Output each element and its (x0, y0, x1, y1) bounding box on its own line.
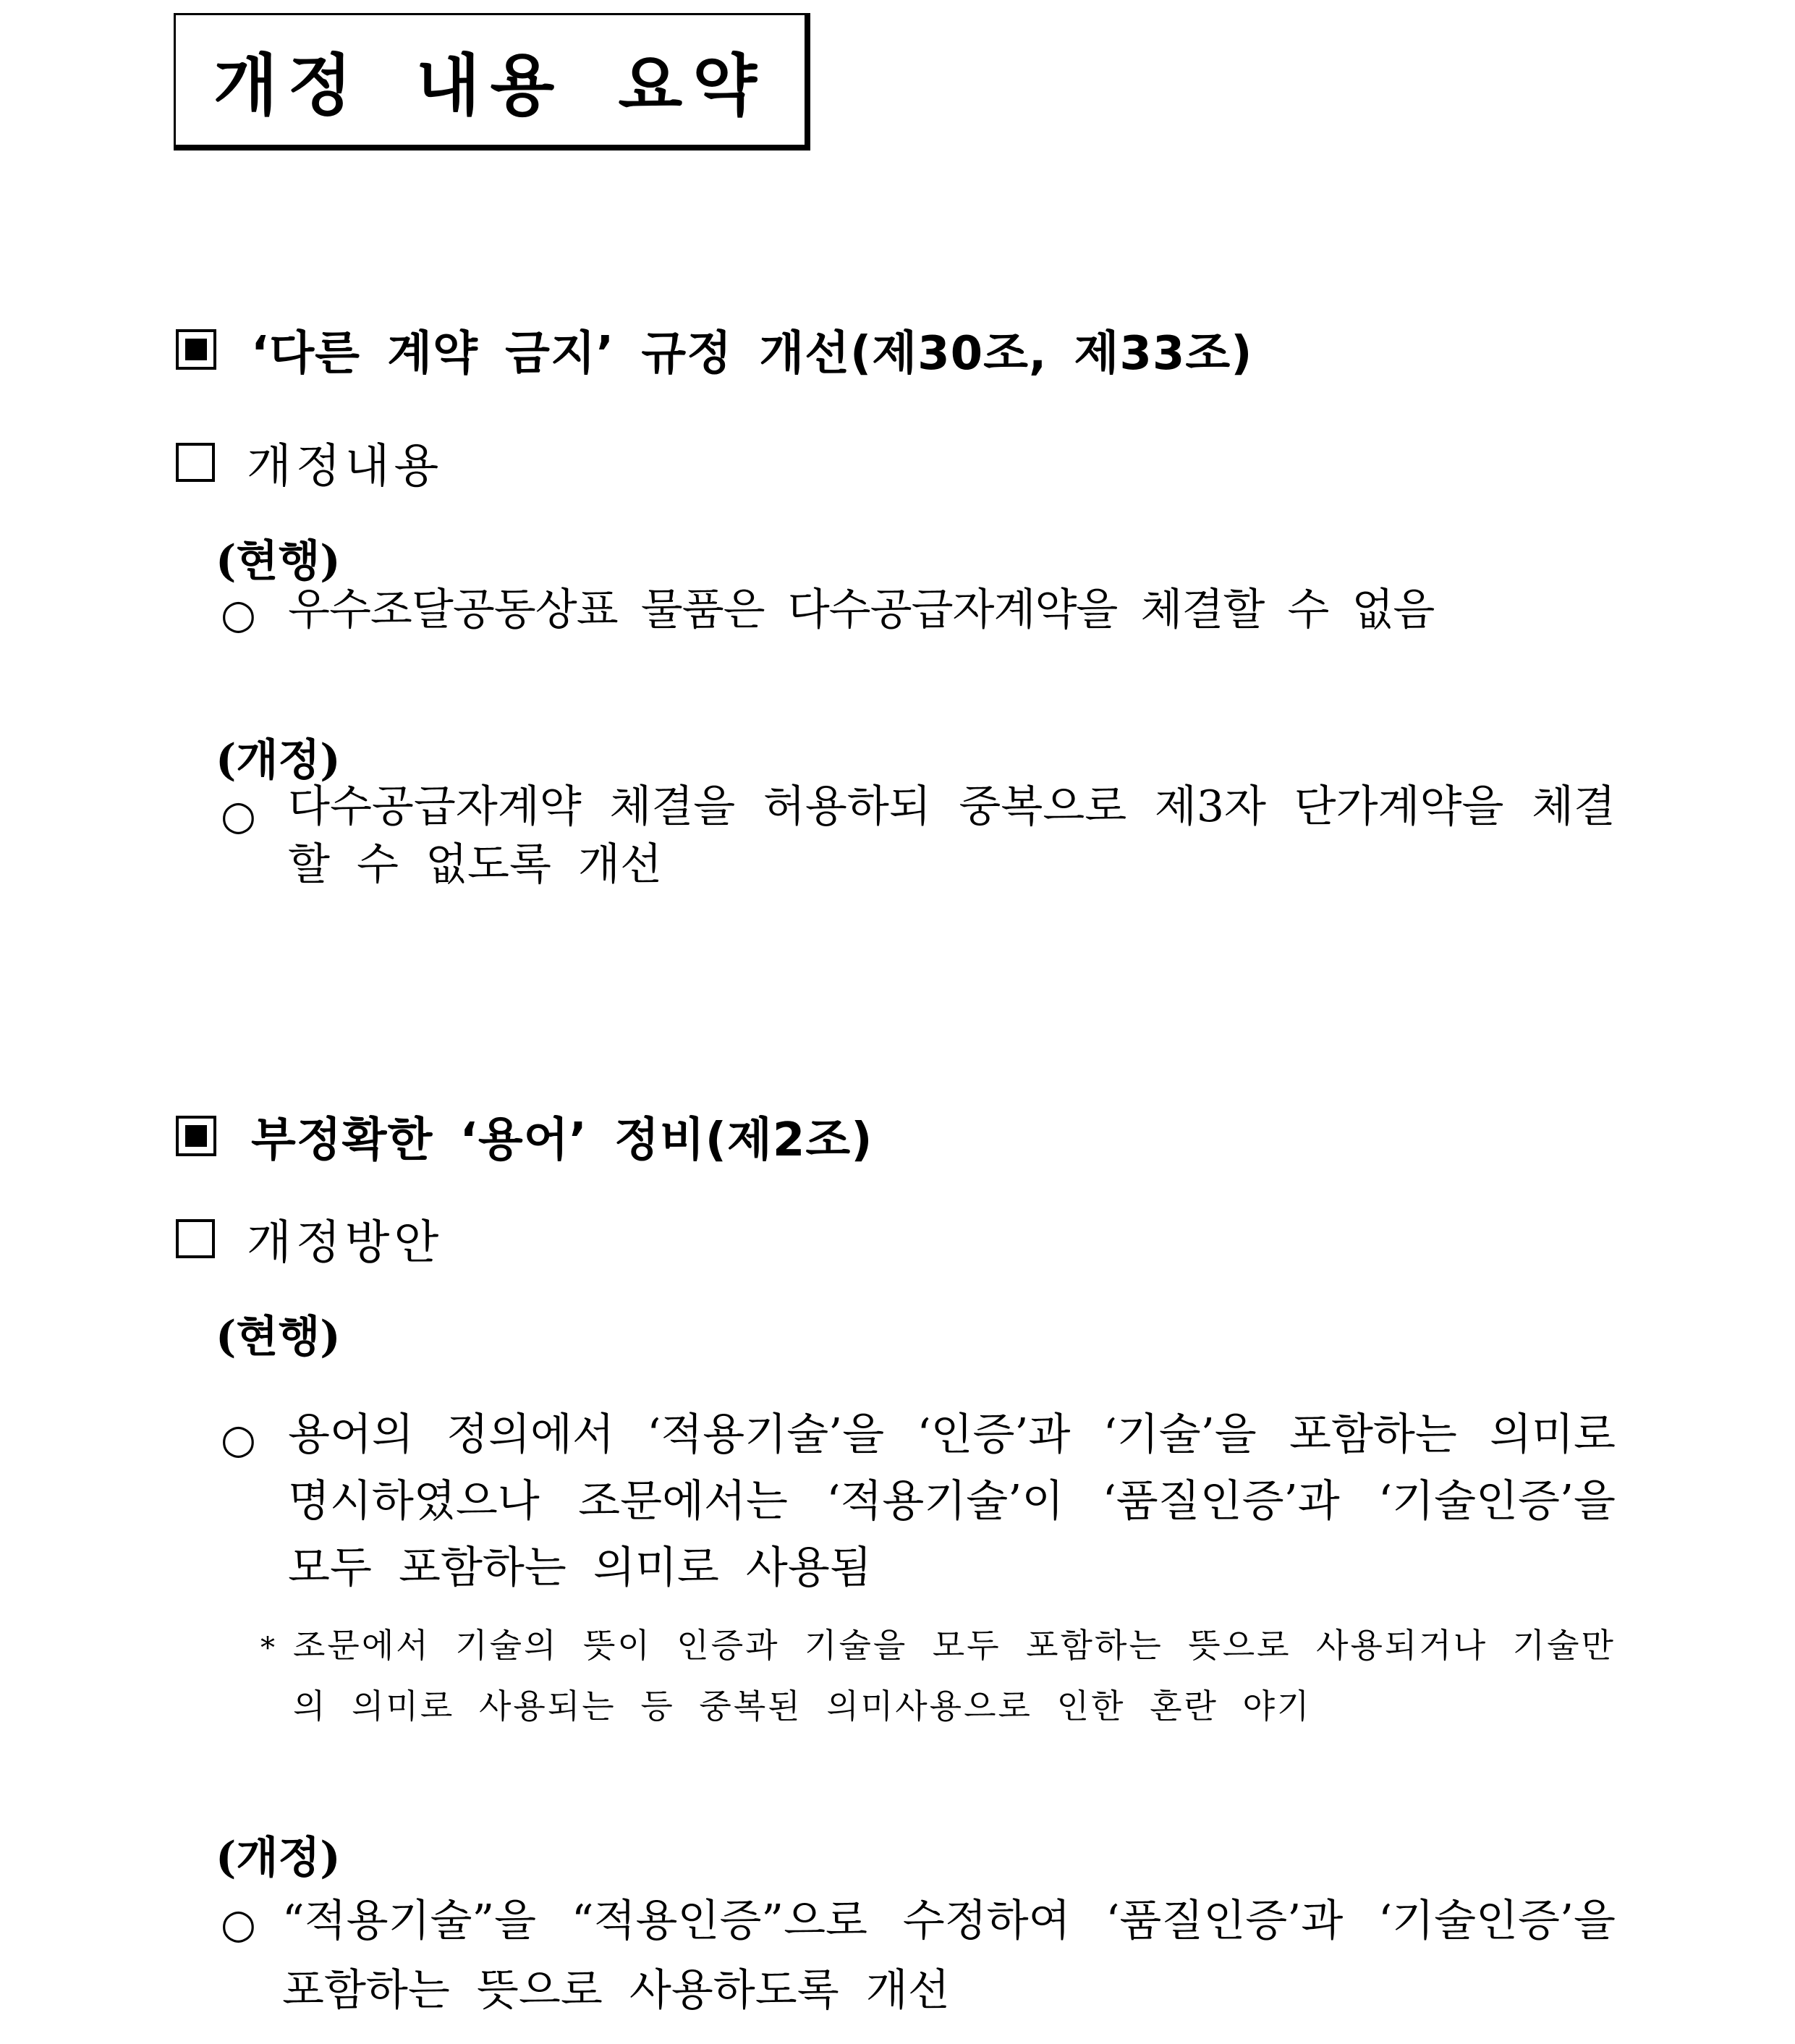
circle-bullet-icon: ○ (221, 792, 256, 839)
circle-bullet-icon: ○ (221, 591, 256, 638)
section-1-current-text: 우수조달공동상표 물품은 다수공급자계약을 체결할 수 없음 (288, 585, 1435, 635)
filled-square-box-icon (176, 329, 216, 370)
section-1-current-label: (현행) (216, 536, 341, 587)
section-2-subheading-text: 개정방안 (247, 1216, 444, 1270)
filled-square-box-icon (176, 1116, 216, 1156)
section-2-subheading (176, 1205, 443, 1272)
section-1-revised-label: (개정) (216, 735, 341, 786)
section-1-subheading-text: 개정내용 (247, 440, 444, 493)
empty-square-box-icon (176, 1219, 215, 1258)
section-2-heading (176, 1103, 873, 1169)
section-2-current-label: (현행) (216, 1312, 341, 1362)
section-2-heading-text: 부정확한 ‘용어’ 정비(제2조) (251, 1114, 873, 1167)
section-1-subheading (176, 429, 443, 496)
section-2-current-text: 용어의 정의에서 ‘적용기술’을 ‘인증’과 ‘기술’을 포함하는 의미로 명시하였으나 조문에서는 ‘적용기술’이 ‘품질인증’과 ‘기술인증’을 모두 포함하는 의미로 사용됨 (288, 1409, 1616, 1593)
title-box (174, 13, 810, 150)
empty-square-box-icon (176, 443, 215, 482)
section-1-revised-text: 다수공급자계약 체결을 허용하되 중복으로 제3자 단가계약을 체결할 수 없도록 개선 (288, 781, 1616, 890)
note-asterisk: * (260, 1632, 275, 1665)
circle-bullet-icon: ○ (221, 1901, 256, 1948)
section-2-note-text: 조문에서 기술의 뜻이 인증과 기술을 모두 포함하는 뜻으로 사용되거나 기술만의 의미로 사용되는 등 중복된 의미사용으로 인한 혼란 야기 (293, 1626, 1616, 1726)
section-2-revised-label: (개정) (216, 1833, 341, 1883)
section-1-heading (176, 316, 1253, 383)
circle-bullet-icon: ○ (221, 1416, 256, 1463)
section-1-heading-text: ‘다른 계약 금지’ 규정 개선(제30조, 제33조) (251, 327, 1253, 381)
section-2-revised-text: “적용기술”을 “적용인증”으로 수정하여 ‘품질인증’과 ‘기술인증’을 포함하는 뜻으로 사용하도록 개선 (282, 1896, 1616, 2016)
page-title: 개정 내용 요약 (213, 46, 768, 124)
